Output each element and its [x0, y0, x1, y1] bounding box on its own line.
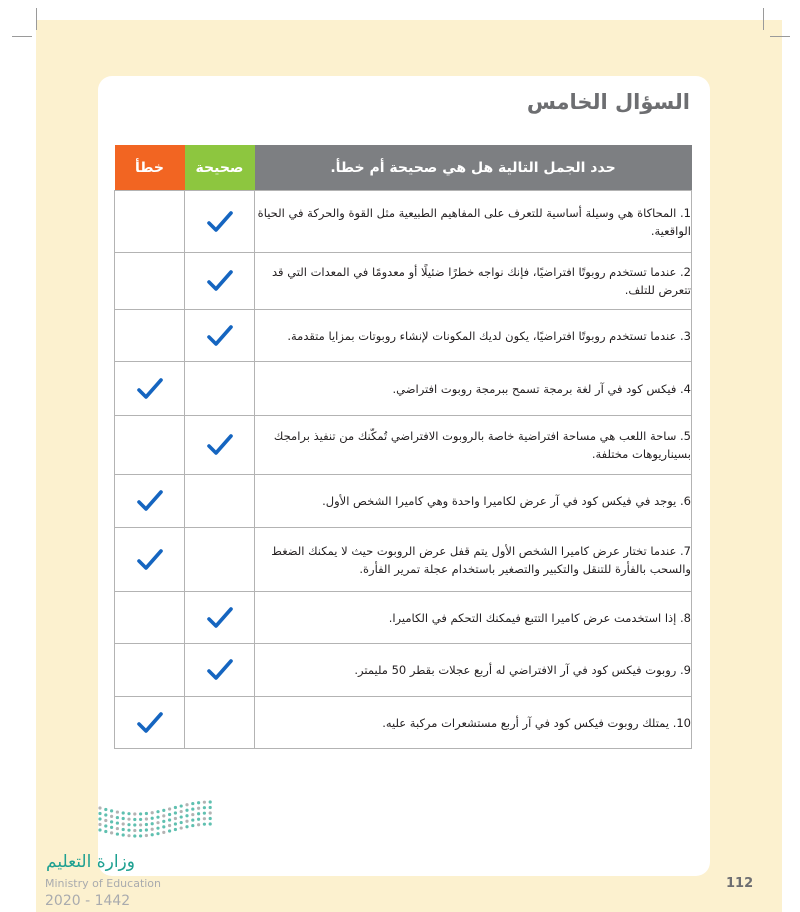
table-row — [115, 475, 692, 528]
table-row — [115, 191, 692, 253]
true-cell — [185, 592, 255, 644]
header-true: صحيحة — [185, 145, 255, 191]
crop-mark — [36, 8, 37, 30]
false-cell — [115, 253, 185, 310]
false-cell — [115, 191, 185, 253]
crop-mark — [12, 36, 32, 37]
false-cell — [115, 362, 185, 416]
checkmark-icon — [207, 270, 233, 292]
statement-text: 7. عندما تختار عرض كاميرا الشخص الأول يتم قفل عرض الروبوت حيث لا يمكنك الضغط والسحب بالفأرة للتنقل والتكبير والتصغير باستخدام عجلة تمرير الفأرة. — [255, 528, 692, 592]
table-row — [115, 362, 692, 416]
checkmark-icon — [137, 490, 163, 512]
false-cell — [115, 475, 185, 528]
false-cell — [115, 644, 185, 697]
table-header-row — [115, 145, 692, 191]
true-cell — [185, 644, 255, 697]
question-title: السؤال الخامس — [526, 90, 690, 114]
true-cell — [185, 416, 255, 475]
table-row — [115, 644, 692, 697]
ministry-year: 2020 - 1442 — [45, 893, 131, 909]
true-cell — [185, 528, 255, 592]
ministry-name-arabic: وزارة التعليم — [46, 852, 135, 872]
table-row — [115, 528, 692, 592]
table-row — [115, 310, 692, 362]
statement-text: 3. عندما تستخدم روبوتًا افتراضيًا، يكون لديك المكونات لإنشاء روبوتات بمزايا متقدمة. — [255, 310, 692, 362]
checkmark-icon — [207, 659, 233, 681]
question-card — [98, 76, 710, 876]
false-cell — [115, 697, 185, 749]
checkmark-icon — [207, 325, 233, 347]
table-body — [115, 191, 692, 749]
statement-text: 10. يمتلك روبوت فيكس كود في آر أربع مستشعرات مركبة عليه. — [255, 697, 692, 749]
true-cell — [185, 253, 255, 310]
true-cell — [185, 475, 255, 528]
statement-text: 9. روبوت فيكس كود في آر الافتراضي له أربع عجلات بقطر 50 مليمتر. — [255, 644, 692, 697]
false-cell — [115, 310, 185, 362]
checkmark-icon — [207, 211, 233, 233]
table-row — [115, 592, 692, 644]
true-false-table — [114, 145, 692, 749]
checkmark-icon — [207, 434, 233, 456]
true-cell — [185, 191, 255, 253]
checkmark-icon — [137, 549, 163, 571]
page-number: 112 — [726, 876, 754, 891]
header-statement: حدد الجمل التالية هل هي صحيحة أم خطأ. — [255, 145, 692, 191]
statement-text: 2. عندما تستخدم روبوتًا افتراضيًا، فإنك نواجه خطرًا ضئيلًا أو معدومًا في المعدات التي قد تتعرض للتلف. — [255, 253, 692, 310]
crop-mark — [763, 8, 764, 30]
table-row — [115, 253, 692, 310]
true-cell — [185, 362, 255, 416]
table-row — [115, 416, 692, 475]
statement-text: 6. يوجد في فيكس كود في آر عرض لكاميرا واحدة وهي كاميرا الشخص الأول. — [255, 475, 692, 528]
checkmark-icon — [137, 712, 163, 734]
crop-mark — [770, 36, 790, 37]
checkmark-icon — [207, 607, 233, 629]
true-cell — [185, 697, 255, 749]
ministry-name-english: Ministry of Education — [45, 877, 162, 890]
header-false: خطأ — [115, 145, 185, 191]
false-cell — [115, 528, 185, 592]
statement-text: 8. إذا استخدمت عرض كاميرا التتبع فيمكنك التحكم في الكاميرا. — [255, 592, 692, 644]
statement-text: 4. فيكس كود في آر لغة برمجة تسمح ببرمجة روبوت افتراضي. — [255, 362, 692, 416]
table-row — [115, 697, 692, 749]
statement-text: 5. ساحة اللعب هي مساحة افتراضية خاصة بالروبوت الافتراضي تُمكّنك من تنفيذ برامجك بسيناريوهات مختلفة. — [255, 416, 692, 475]
checkmark-icon — [137, 378, 163, 400]
false-cell — [115, 592, 185, 644]
true-cell — [185, 310, 255, 362]
false-cell — [115, 416, 185, 475]
statement-text: 1. المحاكاة هي وسيلة أساسية للتعرف على المفاهيم الطبيعية مثل القوة والحركة في الحياة الواقعية. — [255, 191, 692, 253]
